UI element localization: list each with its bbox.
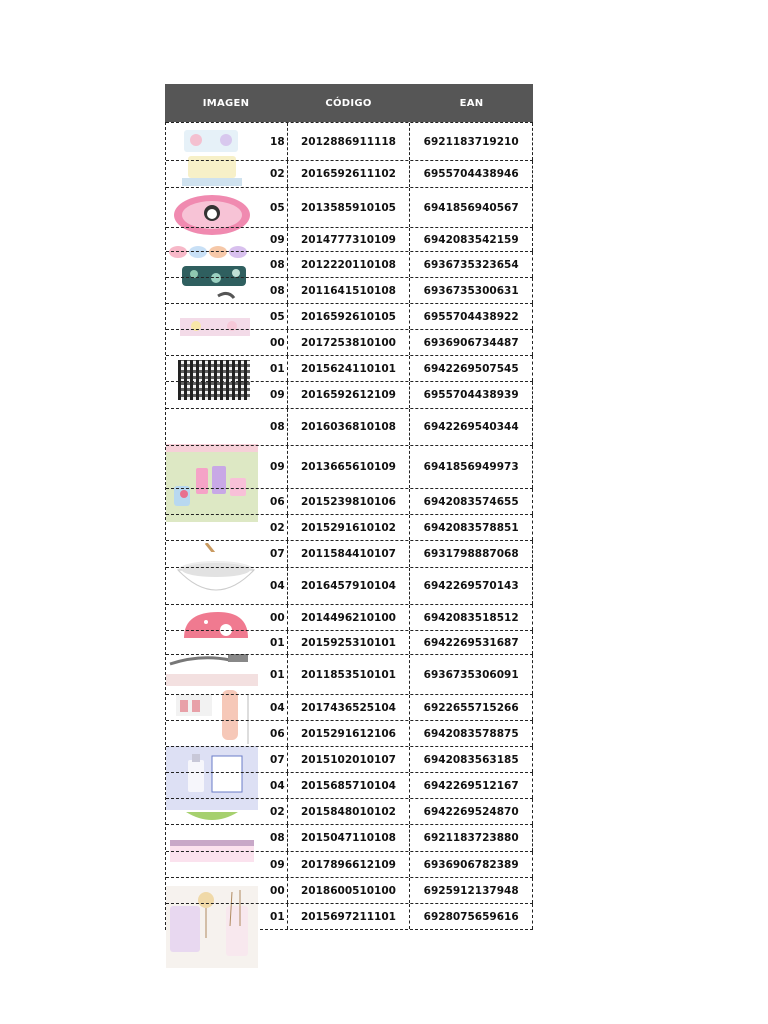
imagen-cell bbox=[166, 852, 288, 877]
table-row bbox=[166, 381, 533, 408]
code-suffix: 09 bbox=[270, 233, 285, 246]
codigo-cell: 2015697211101 bbox=[288, 904, 411, 929]
imagen-cell bbox=[166, 721, 288, 746]
codigo-cell: 2015685710104 bbox=[288, 773, 411, 798]
codigo-cell: 2013585910105 bbox=[288, 188, 411, 227]
ean-cell: 6922655715266 bbox=[410, 695, 533, 720]
code-suffix: 02 bbox=[270, 521, 285, 534]
codigo-cell: 2015239810106 bbox=[288, 489, 411, 514]
table-body bbox=[165, 122, 533, 930]
table-row bbox=[166, 251, 533, 277]
code-suffix: 08 bbox=[270, 421, 285, 433]
imagen-cell bbox=[166, 695, 288, 720]
codigo-cell: 2014777310109 bbox=[288, 228, 411, 251]
ean-cell: 6942269507545 bbox=[410, 356, 533, 381]
table-row bbox=[166, 540, 533, 567]
imagen-cell bbox=[166, 825, 288, 851]
codigo-cell: 2015291610102 bbox=[288, 515, 411, 540]
imagen-cell bbox=[166, 123, 288, 160]
ean-cell: 6925912137948 bbox=[410, 878, 533, 903]
table-row bbox=[166, 772, 533, 798]
table-row bbox=[166, 654, 533, 694]
imagen-cell bbox=[166, 330, 288, 355]
ean-cell: 6928075659616 bbox=[410, 904, 533, 929]
code-suffix: 01 bbox=[270, 636, 285, 649]
table-row bbox=[166, 187, 533, 227]
table-row bbox=[166, 604, 533, 630]
ean-cell: 6942083578875 bbox=[410, 721, 533, 746]
code-suffix: 01 bbox=[270, 362, 285, 375]
table-row bbox=[166, 122, 533, 160]
codigo-cell: 2011641510108 bbox=[288, 278, 411, 303]
code-suffix: 08 bbox=[270, 832, 285, 844]
codigo-cell: 2015848010102 bbox=[288, 799, 411, 824]
code-suffix: 08 bbox=[270, 258, 285, 271]
table-row bbox=[166, 851, 533, 877]
ean-cell: 6936735306091 bbox=[410, 655, 533, 694]
table-row bbox=[166, 355, 533, 381]
codigo-cell: 2015291612106 bbox=[288, 721, 411, 746]
ean-cell: 6942083518512 bbox=[410, 605, 533, 630]
imagen-cell bbox=[166, 446, 288, 488]
table-header bbox=[165, 84, 533, 122]
table-row bbox=[166, 445, 533, 488]
codigo-cell: 2014496210100 bbox=[288, 605, 411, 630]
imagen-cell bbox=[166, 228, 288, 251]
table-row bbox=[166, 798, 533, 824]
ean-cell: 6942269512167 bbox=[410, 773, 533, 798]
ean-cell: 6942083563185 bbox=[410, 747, 533, 772]
codigo-cell: 2015047110108 bbox=[288, 825, 411, 851]
ean-cell: 6955704438946 bbox=[410, 161, 533, 187]
ean-cell: 6941856949973 bbox=[410, 446, 533, 488]
table-row bbox=[166, 408, 533, 445]
ean-cell: 6942269524870 bbox=[410, 799, 533, 824]
codigo-cell: 2016592610105 bbox=[288, 304, 411, 329]
table-row bbox=[166, 877, 533, 903]
code-suffix: 05 bbox=[270, 201, 285, 214]
imagen-cell bbox=[166, 747, 288, 772]
table-row bbox=[166, 160, 533, 187]
imagen-cell bbox=[166, 773, 288, 798]
code-suffix: 02 bbox=[270, 805, 285, 818]
code-suffix: 09 bbox=[270, 389, 285, 401]
codigo-cell: 2011584410107 bbox=[288, 541, 411, 567]
ean-cell: 6942083578851 bbox=[410, 515, 533, 540]
codigo-cell: 2017253810100 bbox=[288, 330, 411, 355]
ean-cell: 6931798887068 bbox=[410, 541, 533, 567]
code-suffix: 09 bbox=[270, 461, 285, 473]
table-row bbox=[166, 903, 533, 929]
imagen-cell bbox=[166, 655, 288, 694]
ean-cell: 6941856940567 bbox=[410, 188, 533, 227]
code-suffix: 06 bbox=[270, 495, 285, 508]
imagen-cell bbox=[166, 188, 288, 227]
code-suffix: 01 bbox=[270, 668, 285, 681]
header-ean: EAN bbox=[459, 97, 484, 109]
code-suffix: 01 bbox=[270, 910, 285, 923]
header-codigo: CÓDIGO bbox=[325, 97, 372, 109]
codigo-cell: 2016036810108 bbox=[288, 409, 411, 445]
ean-cell: 6942083574655 bbox=[410, 489, 533, 514]
codigo-cell: 2015624110101 bbox=[288, 356, 411, 381]
imagen-cell bbox=[166, 382, 288, 408]
ean-cell: 6936735323654 bbox=[410, 252, 533, 277]
ean-cell: 6942269570143 bbox=[410, 568, 533, 604]
codigo-cell: 2015925310101 bbox=[288, 631, 411, 654]
ean-cell: 6942269531687 bbox=[410, 631, 533, 654]
code-suffix: 05 bbox=[270, 310, 285, 323]
codigo-cell: 2016592612109 bbox=[288, 382, 411, 408]
codigo-cell: 2015102010107 bbox=[288, 747, 411, 772]
code-suffix: 07 bbox=[270, 548, 285, 560]
code-suffix: 00 bbox=[270, 336, 285, 349]
imagen-cell bbox=[166, 304, 288, 329]
codigo-cell: 2017436525104 bbox=[288, 695, 411, 720]
imagen-cell bbox=[166, 278, 288, 303]
codigo-cell: 2011853510101 bbox=[288, 655, 411, 694]
imagen-cell bbox=[166, 515, 288, 540]
ean-cell: 6936906734487 bbox=[410, 330, 533, 355]
codigo-cell: 2018600510100 bbox=[288, 878, 411, 903]
table-row bbox=[166, 824, 533, 851]
codigo-cell: 2016457910104 bbox=[288, 568, 411, 604]
ean-cell: 6955704438939 bbox=[410, 382, 533, 408]
code-suffix: 02 bbox=[270, 168, 285, 180]
code-suffix: 08 bbox=[270, 284, 285, 297]
ean-cell: 6936906782389 bbox=[410, 852, 533, 877]
codigo-cell: 2017896612109 bbox=[288, 852, 411, 877]
code-suffix: 06 bbox=[270, 727, 285, 740]
imagen-cell bbox=[166, 799, 288, 824]
codigo-cell: 2012886911118 bbox=[288, 123, 411, 160]
code-suffix: 04 bbox=[270, 580, 285, 592]
imagen-cell bbox=[166, 356, 288, 381]
imagen-cell bbox=[166, 161, 288, 187]
code-suffix: 04 bbox=[270, 701, 285, 714]
table-row bbox=[166, 567, 533, 604]
table-row bbox=[166, 227, 533, 251]
table-row bbox=[166, 514, 533, 540]
imagen-cell bbox=[166, 409, 288, 445]
code-suffix: 04 bbox=[270, 779, 285, 792]
ean-cell: 6921183719210 bbox=[410, 123, 533, 160]
ean-cell: 6936735300631 bbox=[410, 278, 533, 303]
imagen-cell bbox=[166, 605, 288, 630]
imagen-cell bbox=[166, 568, 288, 604]
imagen-cell bbox=[166, 541, 288, 567]
ean-cell: 6942269540344 bbox=[410, 409, 533, 445]
table-row bbox=[166, 746, 533, 772]
ean-cell: 6921183723880 bbox=[410, 825, 533, 851]
code-suffix: 09 bbox=[270, 858, 285, 871]
code-suffix: 00 bbox=[270, 611, 285, 624]
imagen-cell bbox=[166, 631, 288, 654]
table-row bbox=[166, 694, 533, 720]
imagen-cell bbox=[166, 489, 288, 514]
code-suffix: 18 bbox=[270, 135, 285, 148]
table-row bbox=[166, 630, 533, 654]
code-suffix: 07 bbox=[270, 753, 285, 766]
code-suffix: 00 bbox=[270, 884, 285, 897]
table-row bbox=[166, 720, 533, 746]
ean-cell: 6942083542159 bbox=[410, 228, 533, 251]
table-row bbox=[166, 303, 533, 329]
header-imagen: IMAGEN bbox=[202, 97, 250, 109]
product-table bbox=[165, 84, 533, 930]
table-row bbox=[166, 329, 533, 355]
codigo-cell: 2012220110108 bbox=[288, 252, 411, 277]
table-row bbox=[166, 277, 533, 303]
table-row bbox=[166, 488, 533, 514]
codigo-cell: 2013665610109 bbox=[288, 446, 411, 488]
imagen-cell bbox=[166, 252, 288, 277]
ean-cell: 6955704438922 bbox=[410, 304, 533, 329]
codigo-cell: 2016592611102 bbox=[288, 161, 411, 187]
imagen-cell bbox=[166, 904, 288, 929]
imagen-cell bbox=[166, 878, 288, 903]
